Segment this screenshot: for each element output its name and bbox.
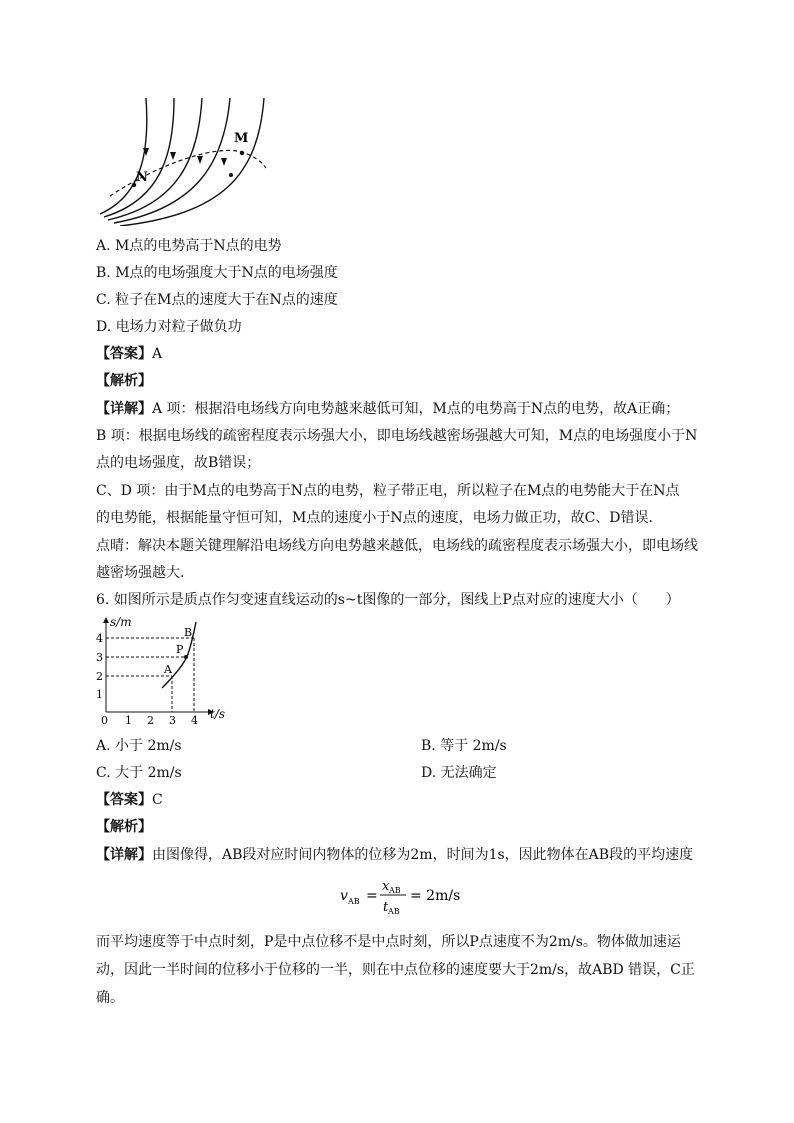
velocity-formula (330, 874, 530, 918)
analysis-tag: 【解析】 (96, 373, 152, 389)
line-dot (229, 173, 233, 177)
label-N: N (136, 170, 148, 185)
field-line-1 (100, 98, 147, 214)
q6-answer (96, 790, 163, 810)
q6-option-b: B. 等于 2m/s (421, 738, 507, 754)
y-axis-arrow (103, 617, 109, 623)
q6-analysis-heading (96, 817, 152, 837)
q5-option-b: B. M点的电场强度大于N点的电场强度 (96, 265, 338, 281)
x-axis-label: t/s (210, 707, 226, 721)
formula-rhs: = 2m/s (410, 888, 461, 904)
q6-detail-line-1 (96, 845, 693, 865)
answer-value: C (152, 792, 163, 808)
q6-stem: 6. 如图所示是质点作匀变速直线运动的s~t图像的一部分，图线上P点对应的速度大小（ ） (96, 592, 680, 608)
y-tick-2: 2 (96, 670, 103, 683)
label-P: P (176, 643, 184, 656)
x-tick-3: 3 (169, 714, 176, 726)
x-tick-2: 2 (147, 714, 154, 726)
point-P-dot (184, 655, 188, 659)
y-tick-3: 3 (96, 651, 103, 664)
field-line-2 (104, 98, 174, 217)
label-A: A (164, 663, 172, 676)
q5-detail-line-7: 越密场强越大. (96, 565, 185, 581)
answer-tag: 【答案】 (96, 792, 152, 808)
q5-option-d: D. 电场力对粒子做负功 (96, 319, 242, 335)
answer-value: A (152, 346, 163, 362)
arrow-4 (221, 158, 227, 166)
analysis-tag: 【解析】 (96, 819, 152, 835)
label-M: M (234, 131, 249, 146)
formula-x-sub: AB (389, 886, 401, 895)
arrow-3 (197, 156, 203, 164)
formula-t: t (383, 900, 389, 915)
q5-analysis-heading (96, 371, 152, 391)
formula-x: x (382, 879, 390, 894)
q5-detail-line-5: 的电势能，根据能量守恒可知，M点的速度小于N点的速度，电场力做正功，故C、D错误． (96, 510, 663, 526)
q6-detail-line-3: 动，因此一半时间的位移小于位移的一半，则在中点位移的速度要大于2m/s，故ABD 错误，C正 (96, 962, 695, 978)
q5-detail-line-4: C、D 项：由于M点的电势高于N点的电势，粒子带正电，所以粒子在M点的电势能大于在N点 (96, 483, 680, 499)
detail-tag: 【详解】 (96, 847, 152, 863)
trajectory-dashed (110, 150, 266, 196)
formula-v: v (340, 888, 348, 904)
y-tick-4: 4 (96, 632, 103, 645)
formula-v-sub: AB (348, 897, 360, 906)
q5-detail-line-1 (96, 399, 679, 419)
y-tick-1: 1 (96, 688, 103, 701)
q6-detail-line-4: 确。 (96, 990, 124, 1006)
q5-option-a: A. M点的电势高于N点的电势 (96, 238, 282, 254)
q6-detail-line-2: 而平均速度等于中点时刻，P是中点位移不是中点时刻，所以P点速度不为2m/s。物体做加速运 (96, 934, 681, 950)
q5-option-c: C. 粒子在M点的速度大于在N点的速度 (96, 292, 338, 308)
point-M-dot (240, 151, 244, 155)
detail-text: 由图像得，AB段对应时间内物体的位移为2m，时间为1s，因此物体在AB段的平均速度 (152, 847, 694, 863)
q5-detail-line-6: 点晴：解决本题关键理解沿电场线方向电势越来越低，电场线的疏密程度表示场强大小，即电场线 (96, 538, 698, 554)
x-tick-4: 4 (191, 714, 198, 726)
st-graph-figure (92, 614, 242, 726)
detail-tag: 【详解】 (96, 401, 152, 417)
y-axis-label: s/m (110, 615, 132, 629)
field-line-3 (108, 98, 202, 220)
detail-text: A 项：根据沿电场线方向电势越来越低可知，M点的电势高于N点的电势，故A正确； (152, 401, 680, 417)
q5-answer (96, 344, 162, 364)
q5-detail-line-3: 点的电场强度，故B错误； (96, 455, 261, 471)
arrow-2 (170, 152, 176, 160)
q6-option-c: C. 大于 2m/s (96, 765, 182, 781)
origin-label: 0 (101, 714, 108, 726)
q6-option-a: A. 小于 2m/s (96, 738, 182, 754)
x-tick-1: 1 (125, 714, 132, 726)
electric-field-figure (92, 96, 282, 226)
formula-t-sub: AB (388, 907, 400, 916)
formula-eq: = (366, 888, 378, 904)
q5-detail-line-2: B 项：根据电场线的疏密程度表示场强大小，即电场线越密场强越大可知，M点的电场强度小于N (96, 428, 698, 444)
label-B: B (184, 626, 193, 639)
q6-option-d: D. 无法确定 (421, 765, 497, 781)
answer-tag: 【答案】 (96, 346, 152, 362)
